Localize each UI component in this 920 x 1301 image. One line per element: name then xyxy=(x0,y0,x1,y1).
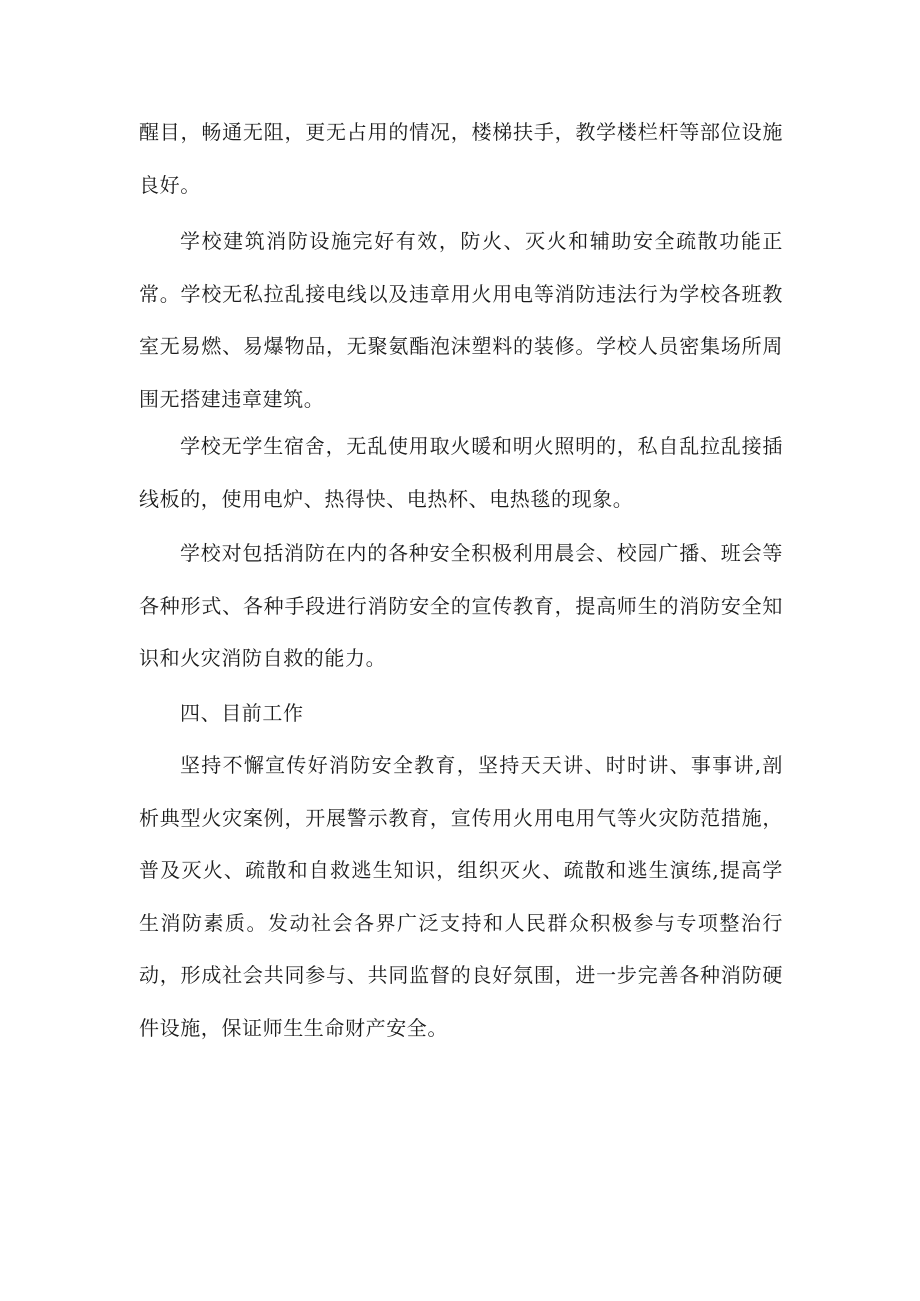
section-heading: 四、目前工作 xyxy=(180,701,304,725)
paragraph-fire-facilities: 学校建筑消防设施完好有效，防火、灭火和辅助安全疏散功能正常。学校无私拉乱接电线以及违章用火用电等消防违法行为学校各班教室无易燃、易爆物品，无聚氨酯泡沫塑料的装修。学校人员密集场所周围无搭建违章建筑。 xyxy=(139,229,783,411)
paragraph-continued: 醒目，畅通无阻，更无占用的情况，楼梯扶手，教学楼栏杆等部位设施良好。 xyxy=(139,120,783,197)
paragraph-current-work: 坚持不懈宣传好消防安全教育，坚持天天讲、时时讲、事事讲,剖析典型火灾案例，开展警示教育，宣传用火用电用气等火灾防范措施，普及灭火、疏散和自救逃生知识，组织灭火、疏散和逃生演练,提高学生消防素质。发动社会各界广泛支持和人民群众积极参与专项整治行动，形成社会共同参与、共同监督的良好氛围，进一步完善各种消防硬件设施，保证师生生命财产安全。 xyxy=(139,753,783,1040)
paragraph-safety-education: 学校对包括消防在内的各种安全积极利用晨会、校园广播、班会等各种形式、各种手段进行消防安全的宣传教育，提高师生的消防安全知识和火灾消防自救的能力。 xyxy=(139,541,783,671)
paragraph-no-dormitory: 学校无学生宿舍，无乱使用取火暖和明火照明的，私自乱拉乱接插线板的，使用电炉、热得快、电热杯、电热毯的现象。 xyxy=(139,434,783,511)
